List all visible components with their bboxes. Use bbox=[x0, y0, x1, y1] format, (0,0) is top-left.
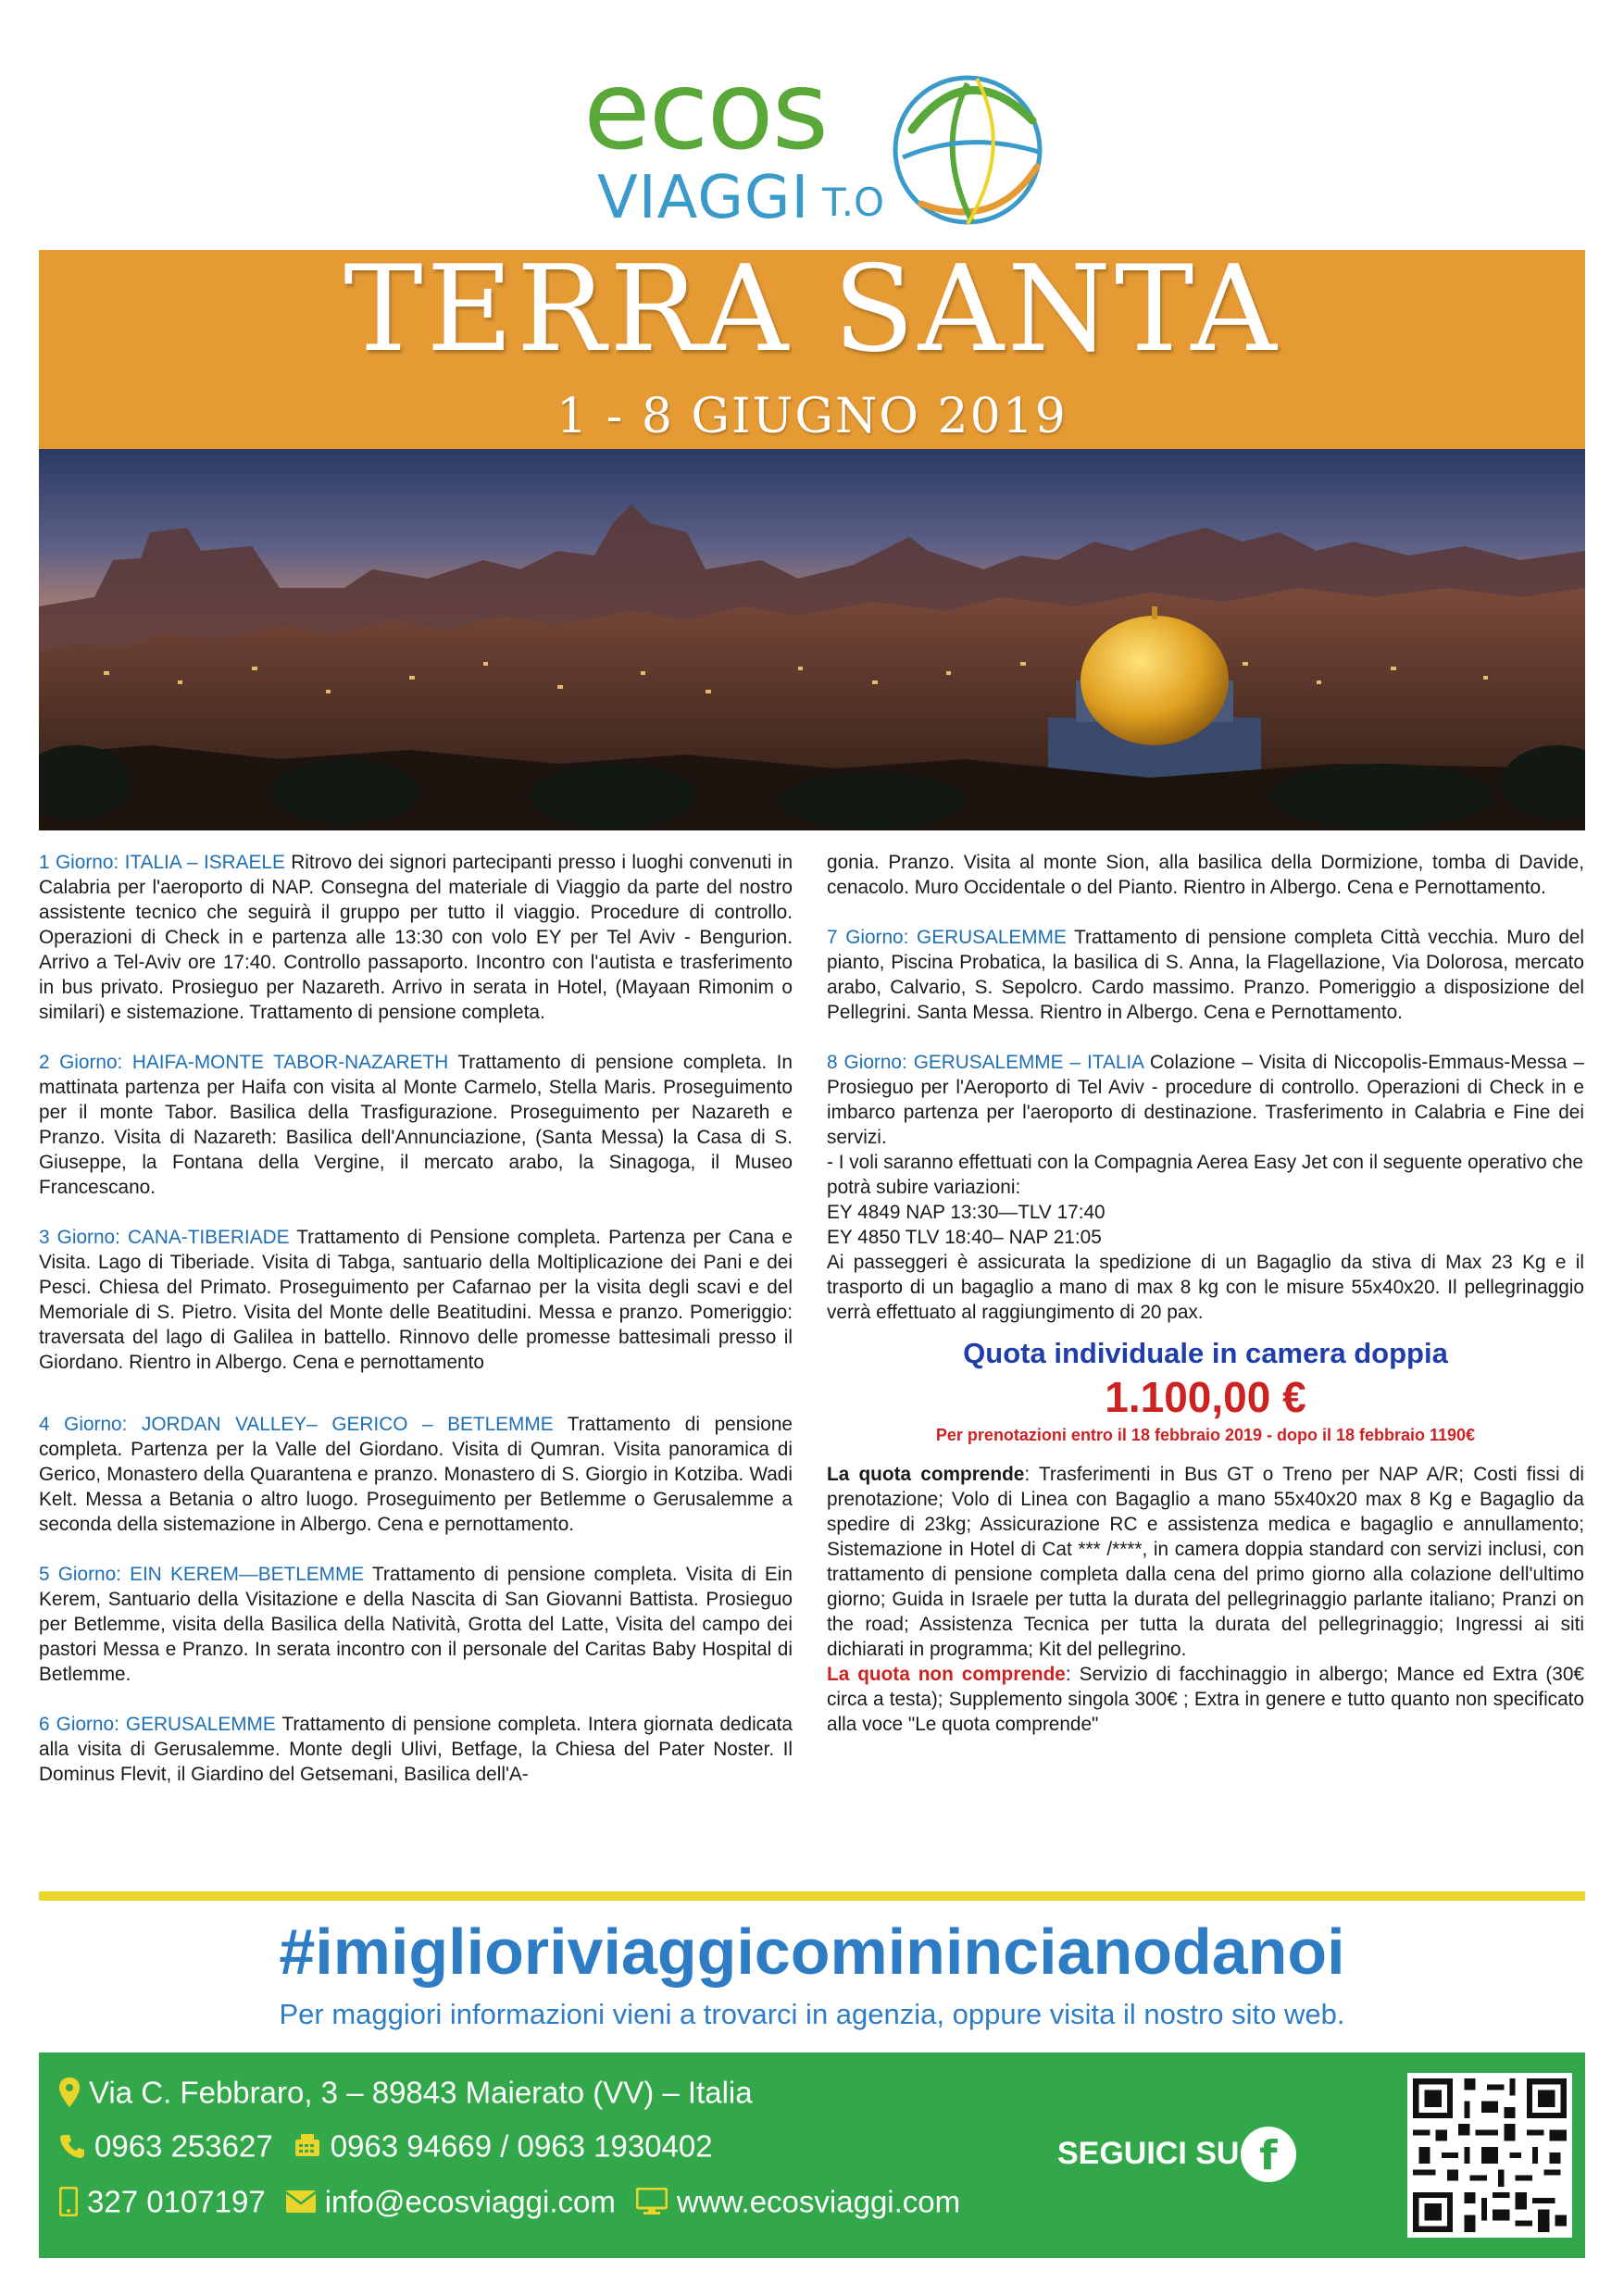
flight-outbound: EY 4849 NAP 13:30—TLV 17:40 bbox=[827, 1202, 1106, 1223]
day-2 bbox=[39, 1050, 793, 1200]
flight-return: EY 4850 TLV 18:40– NAP 21:05 bbox=[827, 1227, 1102, 1248]
baggage-info: Ai passeggeri è assicurata la spedizione di un Bagaglio da stiva di Max 23 Kg e il trasporto di un bagaglio a mano di max 8 kg con le misure 55x40x20. Il pellegrinaggio verrà effettuato al raggiungimento di 20 pax. bbox=[827, 1252, 1584, 1323]
flights-intro: - I voli saranno effettuati con la Compagnia Aerea Easy Jet con il seguente operativo che potrà subire variazioni: bbox=[827, 1152, 1583, 1198]
day-6 bbox=[39, 1712, 793, 1787]
includes-paragraph bbox=[827, 1462, 1584, 1662]
facebook-icon[interactable]: f bbox=[1241, 2127, 1296, 2182]
hashtag: #imiglioriviaggicominincianodanoi bbox=[279, 1915, 1345, 1988]
map-pin-icon bbox=[59, 2078, 80, 2107]
footer-address: Via C. Febbraro, 3 – 89843 Maierato (VV) – Italia bbox=[89, 2075, 753, 2110]
day-5-text: Trattamento di pensione completa. Visita di Ein Kerem, Santuario della Visitazione e della Nascita di San Giovanni Battista. Prosieguo per Betlemme, visita della Basilica della Natività, Grotta del Latte, Visita del campo dei pastori Messa e Pranzo. In serata incontro con il personale del Caritas Baby Hospital di Betlemme. bbox=[39, 1564, 793, 1685]
day-7-text: Trattamento di pensione completa Città vecchia. Muro del pianto, Piscina Probatica, la basilica di S. Anna, la Flagellazione, Via Dolorosa, mercato arabo, Calvario, S. Sepolcro. Cardo massimo. Pranzo. Pomeriggio a disposizione del Pellegrini. Santa Messa. Rientro in Albergo. Cena e Pernottamento. bbox=[827, 927, 1584, 1023]
day-6-text: Trattamento di pensione completa. Intera giornata dedicata alla visita di Gerusalemme. Monte degli Ulivi, Betfage, la Chiesa del Pater Noster. Il Dominus Flevit, il Giardino del Getsemani, Basilica dell'A- bbox=[39, 1714, 793, 1785]
logo-to-text: T.O bbox=[822, 180, 885, 225]
day-3-text: Trattamento di Pensione completa. Partenza per Cana e Visita. Lago di Tiberiade. Visita di Tabga, santuario della Moltiplicazione dei Pani e dei Pesci. Chiesa del Primato. Proseguimento per Cafarnao per la visita degli scavi e del Memoriale di S. Pietro. Visita del Monte delle Beatitudini. Messa e pranzo. Pomeriggio: traversata del lago di Galilea in battello. Rinnovo delle promesse battesimali presso il Giordano. Rientro in Albergo. Cena e pernottamento bbox=[39, 1227, 793, 1373]
day-6-heading: 6 Giorno: GERUSALEMME bbox=[39, 1714, 276, 1735]
day-1-heading: 1 Giorno: ITALIA – ISRAELE bbox=[39, 852, 285, 873]
footer-phone[interactable]: 0963 253627 bbox=[94, 2128, 273, 2164]
day-5 bbox=[39, 1562, 793, 1687]
day-4-heading: 4 Giorno: JORDAN VALLEY– GERICO – BETLEMME bbox=[39, 1414, 554, 1435]
day-5-heading: 5 Giorno: EIN KEREM—BETLEMME bbox=[39, 1564, 365, 1585]
social-label: SEGUICI SU bbox=[1057, 2136, 1240, 2171]
footer-fax[interactable]: 0963 94669 / 0963 1930402 bbox=[330, 2128, 713, 2164]
jerusalem-photo bbox=[39, 449, 1585, 830]
mobile-phone-icon bbox=[59, 2187, 78, 2216]
page-title: TERRA SANTA bbox=[344, 241, 1280, 379]
day-8-heading: 8 Giorno: GERUSALEMME – ITALIA bbox=[827, 1052, 1143, 1073]
envelope-icon bbox=[286, 2190, 316, 2213]
itinerary-right-column bbox=[827, 850, 1584, 1762]
logo-viaggi-text: VIAGGI bbox=[597, 164, 810, 232]
price-note: Per prenotazioni entro il 18 febbraio 2019 - dopo il 18 febbraio 1190€ bbox=[935, 1426, 1476, 1444]
day-2-text: Trattamento di pensione completa. In mattinata partenza per Haifa con visita al Monte Carmelo, Stella Maris. Proseguimento per il monte Tabor. Basilica della Trasfigurazione. Proseguimento per Nazareth e Pranzo. Visita di Nazareth: Basilica dell'Annunciazione, (Santa Messa) la Casa di S. Giuseppe, la Fontana della Vergine, il mercato arabo, la Sinagoga, il Museo Francescano. bbox=[39, 1052, 793, 1198]
day-1-text: Ritrovo dei signori partecipanti presso i luoghi convenuti in Calabria per l'aeroporto di NAP. Consegna del materiale di Viaggio da parte del nostro assistente tecnico che seguirà il gruppo per tutto il viaggio. Procedure di controllo. Operazioni di Check in e partenza alle 13:30 con volo EY per Tel Aviv - Bengurion. Arrivo a Tel-Aviv ore 17:40. Controllo passaporto. Incontro con l'autista e trasferimento in bus privato. Prosieguo per Nazareth. Arrivo in serata in Hotel, (Mayaan Rimonim o similari) e sistemazione. Trattamento di pensione completa. bbox=[39, 852, 793, 1023]
excludes-text: : Servizio di facchinaggio in albergo; Mance ed Extra (30€ circa a testa); Supplemento singola 300€ ; Extra in genere e tutto quanto non specificato alla voce "Le quota comprende" bbox=[827, 1664, 1584, 1735]
day-2-heading: 2 Giorno: HAIFA-MONTE TABOR-NAZARETH bbox=[39, 1052, 449, 1073]
footer-mobile[interactable]: 327 0107197 bbox=[87, 2184, 266, 2219]
day-7 bbox=[827, 925, 1584, 1025]
day-4-text: Trattamento di pensione completa. Partenza per la Valle del Giordano. Visita di Qumran. Visita panoramica di Gerico, Monastero della Quarantena e pranzo. Monastero di S. Giorgio in Kotziba. Wadi Kelt. Messa a Betania o altro luogo. Proseguimento per Betlemme o Gerusalemme a seconda della sistemazione in Albergo. Cena e pernottamento. bbox=[39, 1414, 793, 1535]
day-1 bbox=[39, 850, 793, 1025]
logo-ecos-text: ecos bbox=[583, 46, 828, 174]
fax-icon bbox=[294, 2132, 321, 2160]
footer-website[interactable]: www.ecosviaggi.com bbox=[676, 2184, 961, 2219]
day-8-text: Colazione – Visita di Niccopolis-Emmaus-Messa – Prosieguo per l'Aeroporto di Tel Aviv - procedure di controllo. Operazioni di Check in e imbarco partenza per l'aeroporto di destinazione. Trasferimento in Calabria e Fine dei servizi. bbox=[827, 1052, 1584, 1148]
day-3-heading: 3 Giorno: CANA-TIBERIADE bbox=[39, 1227, 290, 1248]
day-8 bbox=[827, 1050, 1584, 1150]
footer-contact-row bbox=[59, 2182, 960, 2219]
day-6-continued: gonia. Pranzo. Visita al monte Sion, alla basilica della Dormizione, tomba di Davide, cenacolo. Muro Occidentale o del Pianto. Rientro in Albergo. Cena e Pernottamento. bbox=[827, 852, 1584, 898]
qr-code-icon[interactable] bbox=[1407, 2073, 1572, 2238]
includes-text: : Trasferimenti in Bus GT o Treno per NAP A/R; Costi fissi di prenotazione; Volo di Linea con Bagaglio a mano 55x40x20 max 8 Kg e Bagaglio da spedire di 23kg; Assicurazione RC e assistenza medica e bagaglio e annullamento; Sistemazione in Hotel di Cat *** /****, in camera doppia standard con servizi inclusi, con trattamento di pensione completa dalla cena del primo giorno alla colazione dell'ultimo giorno; Guida in Israele per tutta la durata del pellegrinaggio parlante italiano; Pranzi on the road; Assistenza Tecnica per tutta la durata del pellegrinaggio; Ingressi ai siti dichiarati in programma; Kit del pellegrino. bbox=[827, 1464, 1584, 1660]
globe-logo-icon bbox=[884, 65, 1051, 231]
footer-email[interactable]: info@ecosviaggi.com bbox=[324, 2184, 616, 2219]
day-4 bbox=[39, 1412, 793, 1537]
excludes-label: La quota non comprende bbox=[827, 1664, 1066, 1685]
day-7-heading: 7 Giorno: GERUSALEMME bbox=[827, 927, 1067, 948]
excludes-paragraph bbox=[827, 1662, 1584, 1737]
itinerary-left-column bbox=[39, 850, 793, 1812]
phone-icon bbox=[59, 2133, 85, 2159]
info-line: Per maggiori informazioni vieni a trovarci in agenzia, oppure visita il nostro sito web. bbox=[279, 1998, 1345, 2030]
footer bbox=[39, 2053, 1585, 2258]
price-heading: Quota individuale in camera doppia bbox=[963, 1337, 1448, 1369]
monitor-icon bbox=[636, 2188, 668, 2215]
price-block bbox=[827, 1336, 1584, 1447]
price-value: 1.100,00 € bbox=[1105, 1373, 1306, 1421]
divider-line bbox=[39, 1891, 1585, 1901]
includes-label: La quota comprende bbox=[827, 1464, 1025, 1485]
footer-phone-row bbox=[59, 2127, 713, 2164]
day-3 bbox=[39, 1225, 793, 1375]
logo bbox=[574, 46, 1056, 250]
footer-address-row bbox=[59, 2073, 753, 2110]
trip-dates: 1 - 8 GIUGNO 2019 bbox=[556, 389, 1068, 444]
jerusalem-skyline-image bbox=[39, 449, 1585, 830]
